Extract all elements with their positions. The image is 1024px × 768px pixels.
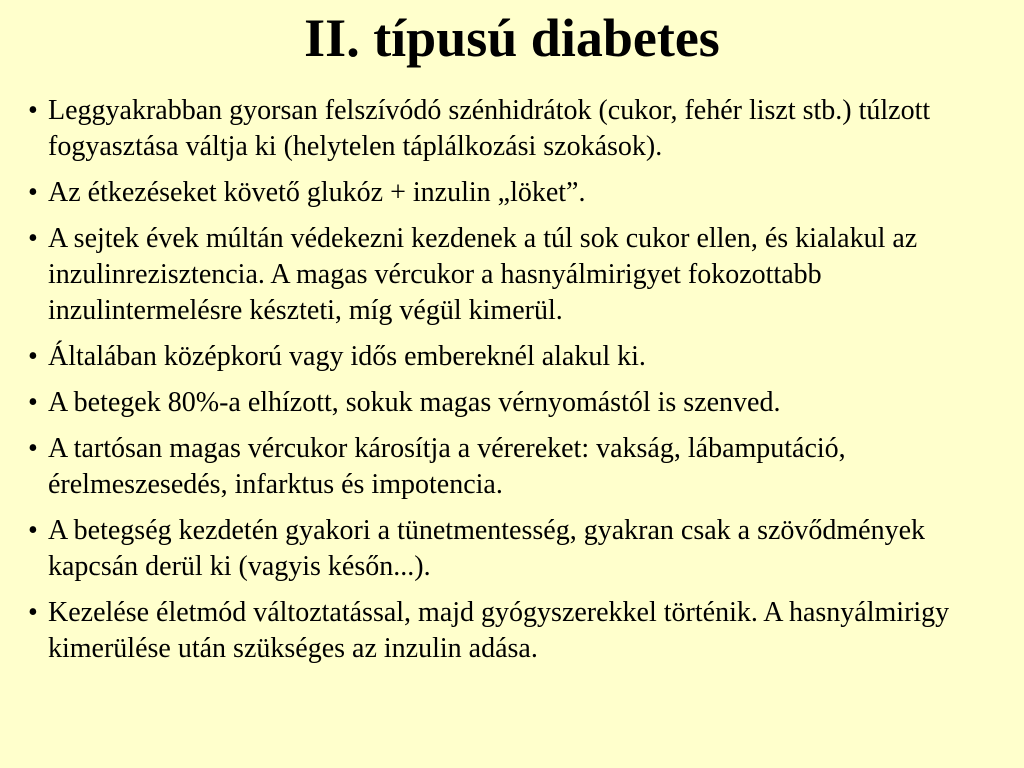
bullet-marker: • [28, 341, 38, 372]
bullet-item [28, 513, 1003, 585]
bullet-marker: • [28, 515, 38, 546]
slide-title: II. típusú diabetes [304, 8, 720, 68]
bullet-item [28, 175, 1003, 211]
bullet-item [28, 339, 1003, 375]
bullet-text: A sejtek évek múltán védekezni kezdenek a túl sok cukor ellen, és kialakul az inzulinrezisztencia. A magas vércukor a hasnyálmirigyet fokozottabb inzulintermelésre készteti, míg végül kimerül. [48, 223, 918, 326]
bullet-marker: • [28, 387, 38, 418]
bullet-text: Általában középkorú vagy idős embereknél alakul ki. [48, 341, 646, 372]
bullet-text: Kezelése életmód változtatással, majd gyógyszerekkel történik. A hasnyálmirigy kimerülése után szükséges az inzulin adása. [48, 597, 950, 664]
bullet-item [28, 431, 1003, 503]
bullet-marker: • [28, 223, 38, 254]
bullet-item [28, 93, 1003, 165]
bullet-marker: • [28, 177, 38, 208]
bullet-item [28, 385, 1003, 421]
bullet-marker: • [28, 597, 38, 628]
bullet-marker: • [28, 433, 38, 464]
bullet-marker: • [28, 95, 38, 126]
bullet-text: A betegség kezdetén gyakori a tünetmentesség, gyakran csak a szövődmények kapcsán derül ki (vagyis későn...). [48, 515, 926, 582]
bullet-item [28, 595, 1003, 667]
bullet-text: A betegek 80%-a elhízott, sokuk magas vérnyomástól is szenved. [48, 387, 781, 418]
bullet-item [28, 221, 1003, 329]
bullet-text: A tartósan magas vércukor károsítja a vérereket: vakság, lábamputáció, érelmeszesedés, infarktus és impotencia. [48, 433, 846, 500]
bullet-text: Az étkezéseket követő glukóz + inzulin „löket”. [48, 177, 586, 208]
bullet-list [28, 93, 1003, 677]
bullet-text: Leggyakrabban gyorsan felszívódó szénhidrátok (cukor, fehér liszt stb.) túlzott fogyasztása váltja ki (helytelen táplálkozási szokások). [48, 95, 931, 162]
